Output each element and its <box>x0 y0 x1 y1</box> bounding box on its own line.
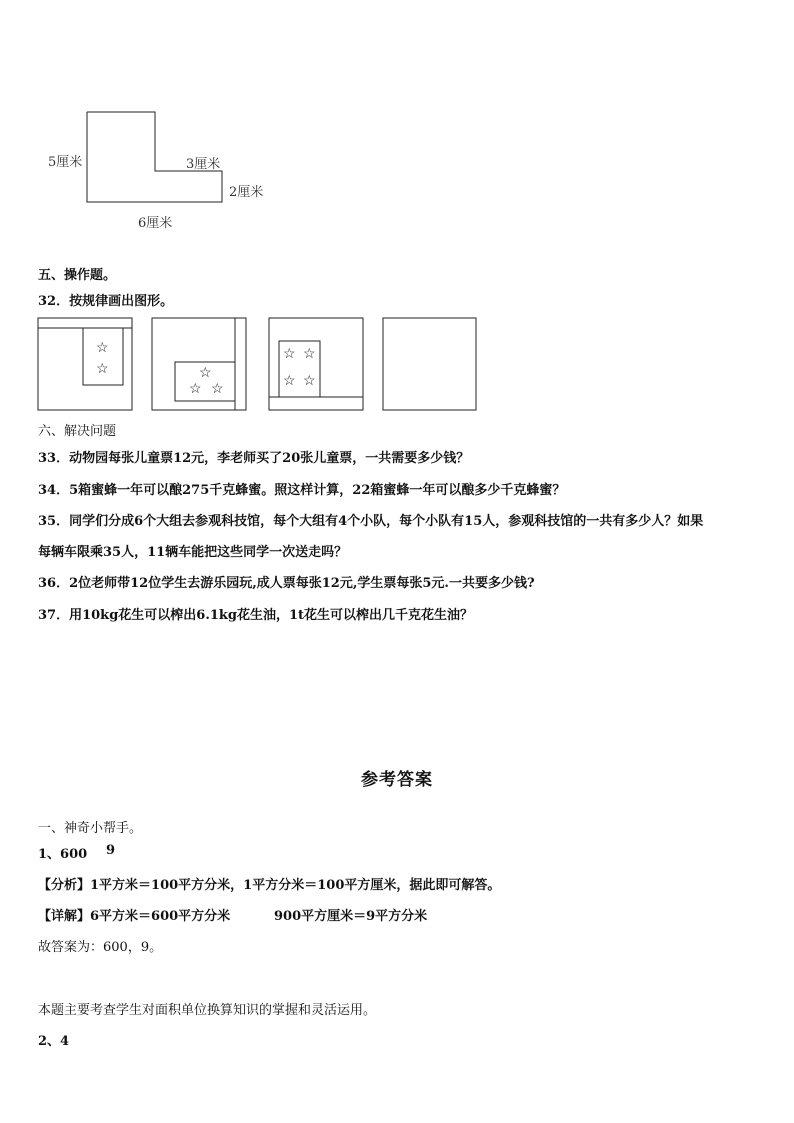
answer-1-detail-b: 900平方厘米＝9平方分米 <box>274 909 428 924</box>
question-32: 32．按规律画出图形。 <box>38 294 174 309</box>
question-36: 36．2位老师带12位学生去游乐园玩,成人票每张12元,学生票每张5元.一共要多少钱? <box>38 576 535 591</box>
question-35-line-1: 35．同学们分成6个大组去参观科技馆，每个大组有4个小队，每个小队有15人，参观科技馆的一共有多少人？如果 <box>38 514 704 529</box>
label-base-6cm: 6厘米 <box>138 216 173 231</box>
pattern-box-4-empty <box>383 318 476 410</box>
star-icon: ☆ <box>303 373 316 389</box>
answers-section-1: 一、神奇小帮手。 <box>38 821 143 836</box>
star-icon: ☆ <box>211 381 224 397</box>
label-step-3cm: 3厘米 <box>186 157 221 172</box>
star-icon: ☆ <box>189 381 202 397</box>
answer-1-comment: 本题主要考查学生对面积单位换算知识的掌握和灵活运用。 <box>38 1003 377 1018</box>
star-icon: ☆ <box>96 361 109 377</box>
answer-1-analysis: 【分析】1平方米＝100平方分米，1平方分米＝100平方厘米，据此即可解答。 <box>38 878 501 893</box>
section-6-heading: 六、解决问题 <box>38 424 117 439</box>
answer-2: 2、4 <box>38 1034 70 1049</box>
star-icon: ☆ <box>283 346 296 362</box>
question-37: 37．用10kg花生可以榨出6.1kg花生油，1t花生可以榨出几千克花生油？ <box>38 608 474 623</box>
pattern-boxes <box>0 0 794 420</box>
question-33: 33．动物园每张儿童票12元，李老师买了20张儿童票，一共需要多少钱？ <box>38 451 470 466</box>
label-side-2cm: 2厘米 <box>229 185 264 200</box>
star-icon: ☆ <box>96 340 109 356</box>
answer-1-detail-a: 【详解】6平方米＝600平方分米 <box>38 909 231 924</box>
answers-title: 参考答案 <box>361 770 433 790</box>
section-5-heading: 五、操作题。 <box>38 268 117 283</box>
star-icon: ☆ <box>283 373 296 389</box>
star-icon: ☆ <box>199 365 212 381</box>
answer-1-conclusion: 故答案为：600，9。 <box>38 940 163 955</box>
question-34: 34．5箱蜜蜂一年可以酿275千克蜂蜜。照这样计算，22箱蜜蜂一年可以酿多少千克蜂蜜？ <box>38 483 566 498</box>
question-35-line-2: 每辆车限乘35人，11辆车能把这些同学一次送走吗？ <box>38 545 348 560</box>
label-height-5cm: 5厘米 <box>48 155 83 170</box>
pattern-box-3 <box>269 318 363 410</box>
pattern-box-1 <box>38 318 132 410</box>
answer-1-first: 1、600 <box>38 847 88 862</box>
star-icon: ☆ <box>303 346 316 362</box>
answer-1-second: 9 <box>106 843 116 858</box>
